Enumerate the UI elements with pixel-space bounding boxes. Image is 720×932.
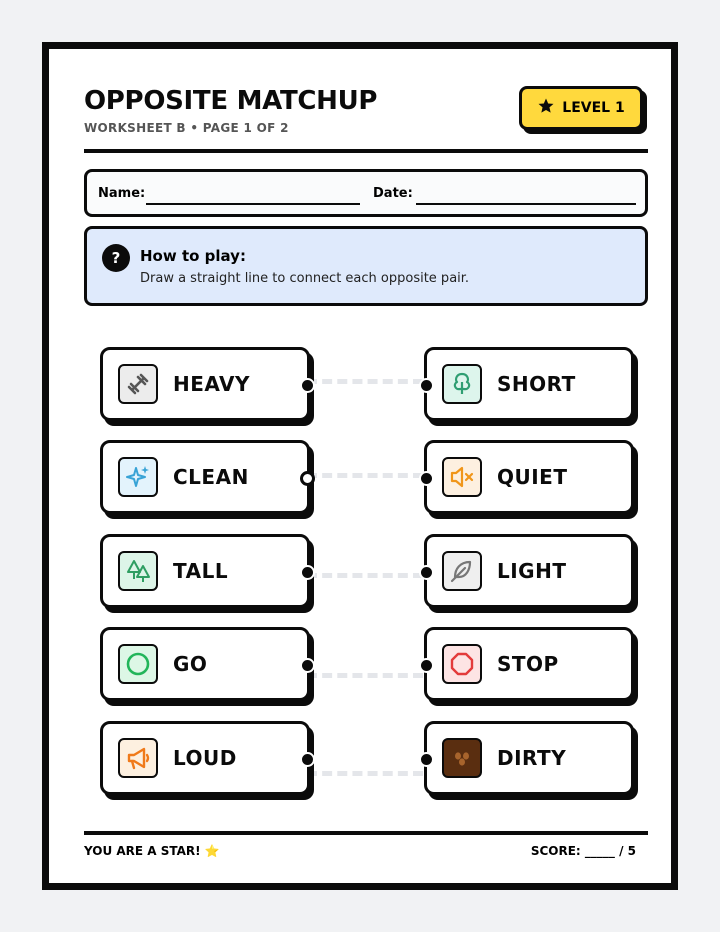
name-label: Name: <box>98 186 146 201</box>
connector-guide <box>307 379 423 384</box>
word-card-quiet <box>424 440 634 514</box>
word-card-tall <box>100 534 310 608</box>
mute-icon <box>442 457 482 497</box>
word-card-heavy <box>100 347 310 421</box>
word-label: HEAVY <box>173 372 250 396</box>
word-card-clean <box>100 440 310 514</box>
sparkle-icon <box>118 457 158 497</box>
connect-dot[interactable] <box>419 471 434 486</box>
footer-divider <box>84 831 648 835</box>
question-icon: ? <box>102 244 130 272</box>
word-label: TALL <box>173 559 229 583</box>
feather-icon <box>442 551 482 591</box>
date-field[interactable] <box>416 203 636 205</box>
word-label: SHORT <box>497 372 576 396</box>
date-label: Date: <box>373 186 413 201</box>
connect-dot[interactable] <box>419 752 434 767</box>
dumbbell-icon <box>118 364 158 404</box>
shrub-icon <box>442 364 482 404</box>
star-icon <box>537 97 555 119</box>
word-card-stop <box>424 627 634 701</box>
connect-dot[interactable] <box>300 471 315 486</box>
page-subtitle: WORKSHEET B • PAGE 1 OF 2 <box>84 121 289 135</box>
name-field[interactable] <box>146 203 360 205</box>
word-card-light <box>424 534 634 608</box>
circle-icon <box>118 644 158 684</box>
word-label: GO <box>173 652 208 676</box>
word-label: QUIET <box>497 465 568 489</box>
worksheet-page <box>42 42 678 890</box>
connector-guide <box>307 473 423 478</box>
connect-dot[interactable] <box>300 378 315 393</box>
connector-guide <box>307 573 423 578</box>
connect-dot[interactable] <box>300 752 315 767</box>
dirt-icon <box>442 738 482 778</box>
level-label: LEVEL 1 <box>562 100 625 116</box>
word-label: STOP <box>497 652 559 676</box>
connect-dot[interactable] <box>419 565 434 580</box>
word-label: LIGHT <box>497 559 567 583</box>
name-date-box <box>84 169 648 217</box>
connect-dot[interactable] <box>300 658 315 673</box>
instructions-title: How to play: <box>140 247 246 265</box>
word-card-short <box>424 347 634 421</box>
word-card-loud <box>100 721 310 795</box>
header-divider <box>84 149 648 153</box>
word-label: CLEAN <box>173 465 249 489</box>
trees-icon <box>118 551 158 591</box>
megaphone-icon <box>118 738 158 778</box>
connect-dot[interactable] <box>300 565 315 580</box>
instructions-box <box>84 226 648 306</box>
connect-dot[interactable] <box>419 378 434 393</box>
connector-guide <box>307 673 423 678</box>
footer-message: YOU ARE A STAR! ⭐ <box>84 844 220 858</box>
word-label: DIRTY <box>497 746 567 770</box>
octagon-icon <box>442 644 482 684</box>
word-card-go <box>100 627 310 701</box>
connect-dot[interactable] <box>419 658 434 673</box>
level-badge <box>519 86 643 130</box>
score-field: SCORE: _____ / 5 <box>530 844 636 858</box>
word-card-dirty <box>424 721 634 795</box>
page-title: OPPOSITE MATCHUP <box>84 86 378 116</box>
instructions-text: Draw a straight line to connect each opposite pair. <box>140 271 470 286</box>
word-label: LOUD <box>173 746 237 770</box>
connector-guide <box>307 771 423 776</box>
